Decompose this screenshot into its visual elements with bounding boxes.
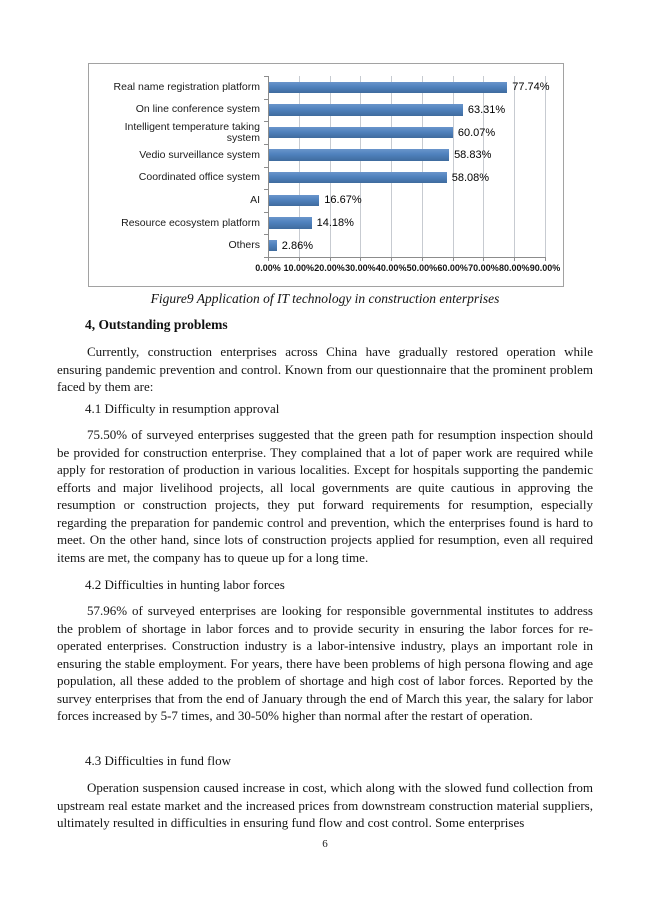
chart-row (89, 144, 563, 167)
value-axis-tick (330, 258, 331, 261)
subsection-title-1: 4.1 Difficulty in resumption approval (85, 401, 280, 416)
value-label: 77.74% (512, 81, 550, 94)
value-axis-tick (545, 258, 546, 261)
bar-track (268, 144, 545, 167)
bar-track (268, 99, 545, 122)
value-label: 60.07% (457, 126, 496, 139)
value-axis-tick (268, 258, 269, 261)
category-axis-tick (264, 212, 268, 213)
subsection-body-3: Operation suspension caused increase in cost, which along with the slowed fund collection from upstream real estate market and the increased prices from downstream construction material suppliers, ultimately resulted in difficulties in ensuring fund flow and cost control. Some enterprises (57, 780, 593, 830)
x-axis-label: 30.00% (345, 263, 376, 273)
x-axis-label: 20.00% (314, 263, 345, 273)
value-label: 58.83% (454, 149, 492, 162)
subsection-body-2: 57.96% of surveyed enterprises are looking for responsible governmental institutes to address the problem of shortage in labor forces and to provide security in ensuring the labor forces for re-operated enterprises. Construction industry is a labor-intensive industry, plays an important role in ensuring the stable employment. For years, there have been problems of high persona flowing and age population, all these added to the problem of shortage and high cost of labor forces. Reported by the survey enterprises that from the end of January through the end of March this year, the salary for labor forces increased by 5-7 times, and 30-50% higher than normal after the restart of operation. (57, 603, 593, 723)
x-axis-label: 0.00% (255, 263, 281, 273)
bar (268, 104, 463, 115)
value-axis-tick (391, 258, 392, 261)
category-label: Real name registration platform (113, 80, 260, 93)
bar-track (268, 121, 545, 144)
value-label: 14.18% (316, 217, 354, 230)
value-label: 58.08% (451, 171, 490, 184)
bar (268, 195, 319, 206)
bar-track (268, 76, 550, 99)
chart-row (89, 212, 563, 235)
value-axis-tick (299, 258, 300, 261)
chart-row (89, 121, 563, 144)
value-axis-tick (514, 258, 515, 261)
section-heading: 4, Outstanding problems (85, 317, 228, 332)
bar-track (268, 212, 545, 235)
chart-row (89, 234, 563, 257)
figure-caption: Figure9 Application of IT technology in construction enterprises (150, 291, 500, 306)
subsection-title-3: 4.3 Difficulties in fund flow (85, 753, 231, 768)
bar (268, 172, 447, 183)
intro-paragraph: Currently, construction enterprises across China have gradually restored operation while ensuring pandemic prevention and control. Known from our questionnaire that the prominent problem faced by them are: (57, 344, 593, 394)
category-axis-tick (264, 76, 268, 77)
bar (268, 127, 453, 138)
x-axis-label: 10.00% (283, 263, 315, 273)
bar (268, 149, 449, 160)
bar-chart (88, 63, 564, 287)
category-axis-tick (264, 167, 268, 168)
x-axis-label: 50.00% (406, 263, 438, 273)
category-label: Vedio surveillance system (139, 148, 260, 161)
category-axis-tick (264, 144, 268, 145)
chart-row (89, 167, 563, 190)
value-axis-line (268, 257, 546, 258)
category-axis-tick (264, 121, 268, 122)
category-label: AI (250, 193, 260, 206)
bar (268, 217, 312, 228)
chart-row (89, 189, 563, 212)
x-axis-label: 80.00% (498, 263, 530, 273)
category-axis-tick (264, 99, 268, 100)
category-label: Intelligent temperature taking system (124, 120, 260, 144)
page-number: 6 (322, 838, 328, 850)
subsection-title-2: 4.2 Difficulties in hunting labor forces (85, 577, 285, 592)
category-axis-tick (264, 189, 268, 190)
value-axis-tick (483, 258, 484, 261)
category-label: On line conference system (135, 103, 260, 116)
x-axis-label: 90.00% (529, 263, 561, 273)
chart-row (89, 76, 563, 99)
subsection-body-1: 75.50% of surveyed enterprises suggested that the green path for resumption inspection should be provided for construction enterprise. They complained that a lot of paper work are required while apply for restoration of production in various localities. Except for hospitals supporting the pandemic efforts and major livelihood projects, all local governments are quite cautious in approving the resumption or construction projects, they put forward requirements for resumption, especially regarding the preparation for pandemic control and prevention, which the enterprises found is hard to meet. On the other hand, since lots of construction projects applied for resumption, even all required items are met, the company has to queue up for a long time. (57, 427, 593, 565)
category-axis-tick (264, 234, 268, 235)
bar (268, 82, 507, 93)
category-label: Coordinated office system (138, 171, 260, 184)
category-label: Others (228, 239, 260, 252)
x-axis-label: 60.00% (437, 263, 468, 273)
chart-plot-area (89, 76, 563, 257)
value-axis-tick (422, 258, 423, 261)
chart-row (89, 99, 563, 122)
bar-track (268, 189, 545, 212)
value-axis-tick (453, 258, 454, 261)
bar (268, 240, 277, 251)
x-axis-label: 40.00% (375, 263, 407, 273)
x-axis-label: 70.00% (468, 263, 499, 273)
bar-track (268, 167, 545, 190)
value-axis-tick (360, 258, 361, 261)
value-label: 2.86% (281, 239, 313, 252)
category-label: Resource ecosystem platform (121, 216, 260, 229)
category-axis-line (268, 76, 269, 258)
bar-track (268, 234, 545, 257)
value-label: 63.31% (467, 103, 506, 116)
value-label: 16.67% (324, 194, 362, 207)
